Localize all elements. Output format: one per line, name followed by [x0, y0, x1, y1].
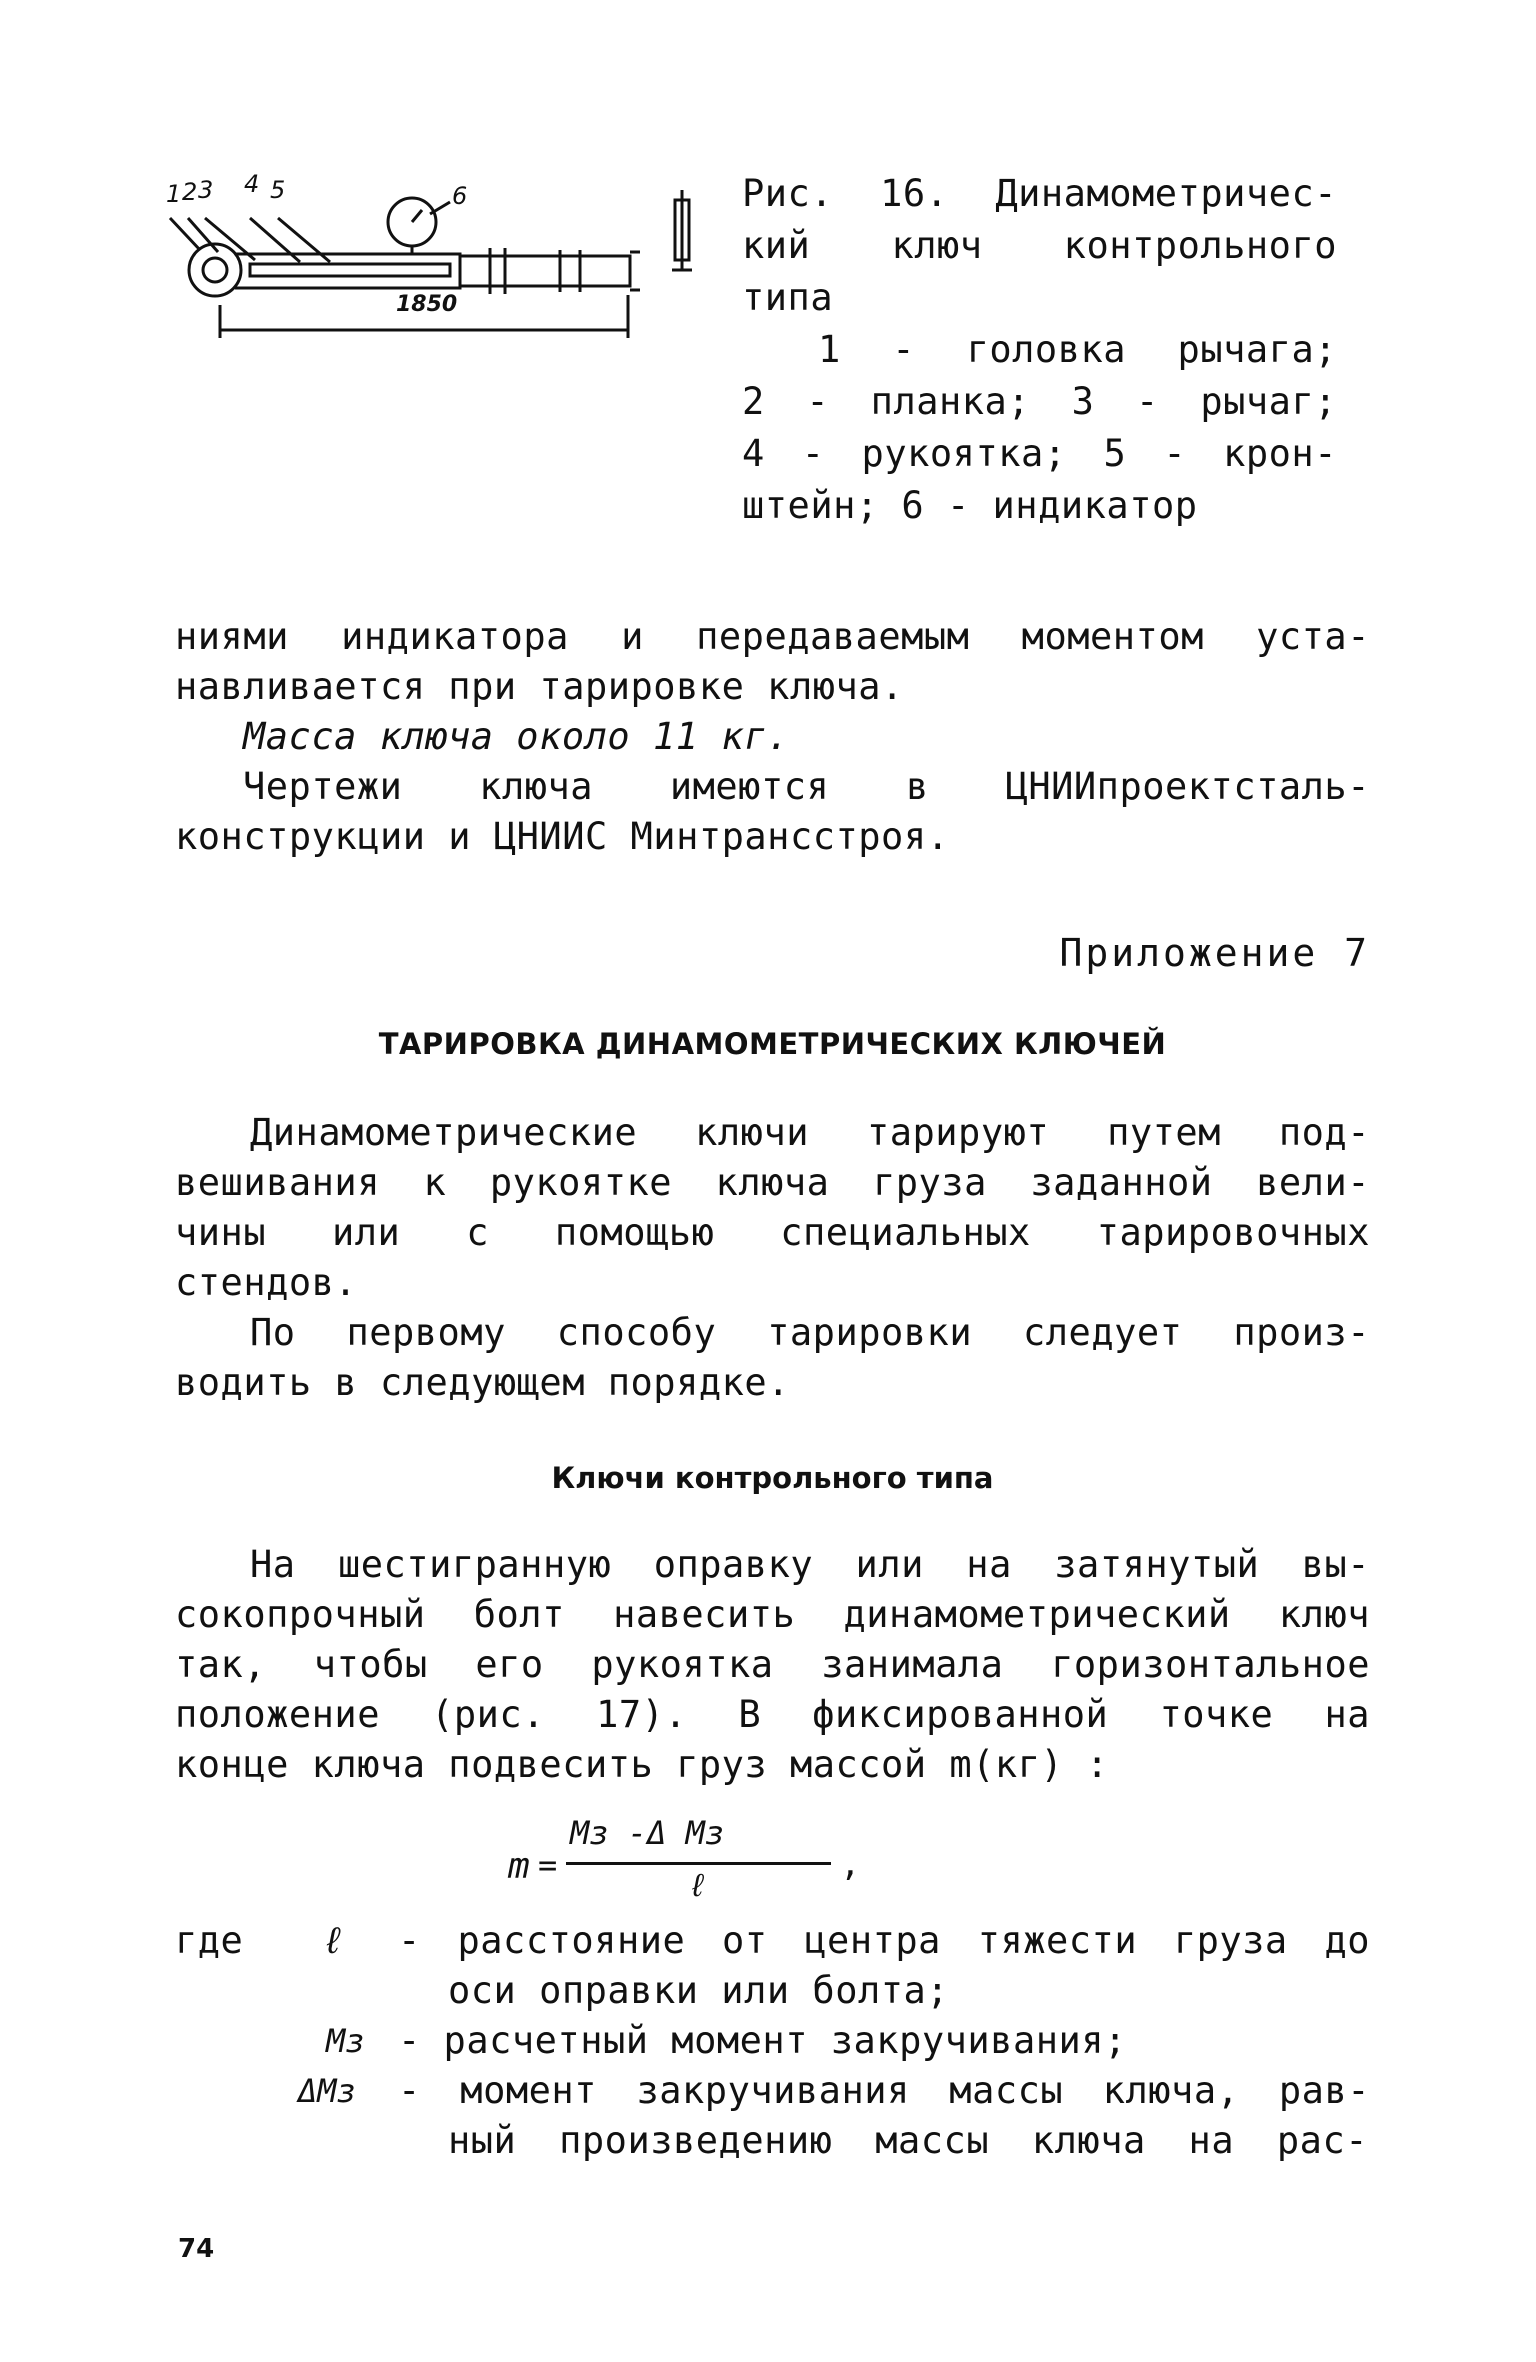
paragraph-line: Чертежи ключа имеются в ЦНИИпроектсталь-	[243, 765, 1370, 808]
paragraph-line: вешивания к рукоятке ключа груза заданной вели-	[175, 1161, 1370, 1204]
paragraph-line: конструкции и ЦНИИС Минтрансстроя.	[175, 815, 950, 858]
caption-line: 4 - рукоятка; 5 - крон-	[742, 432, 1337, 475]
paragraph-line: сокопрочный болт навесить динамометрический ключ	[175, 1593, 1370, 1636]
section-title: ТАРИРОВКА ДИНАМОМЕТРИЧЕСКИХ КЛЮЧЕЙ	[378, 1027, 1167, 1061]
figure-label-3: 3	[198, 176, 214, 204]
paragraph-line: конце ключа подвесить груз массой m(кг) :	[175, 1743, 1109, 1786]
paragraph-line: навливается при тарировке ключа.	[175, 665, 904, 708]
caption-line: кий ключ контрольного	[742, 224, 1337, 267]
appendix-label: Приложение 7	[1059, 931, 1370, 975]
definition-text: оси оправки или болта;	[448, 1969, 950, 2012]
caption-line: Рис. 16. Динамометричес-	[742, 172, 1337, 215]
page-number: 74	[178, 2234, 215, 2264]
caption-line: 1 - головка рычага;	[818, 328, 1337, 371]
formula-denominator: ℓ	[688, 1866, 708, 1904]
caption-line: типа	[742, 276, 834, 319]
definition-text: ный произведению массы ключа на рас-	[448, 2119, 1368, 2162]
definition-text: - расчетный момент закручивания;	[398, 2019, 1127, 2062]
formula-lhs: m	[508, 1846, 530, 1887]
wrench-figure	[160, 170, 700, 370]
formula-numerator: Mз -Δ Mз	[570, 1814, 725, 1852]
paragraph-line: положение (рис. 17). В фиксированной точке на	[175, 1693, 1370, 1736]
mass-line: Масса ключа около 11 кг.	[243, 715, 790, 758]
paragraph-line: ниями индикатора и передаваемым моментом уста-	[175, 615, 1370, 658]
formula-equals: =	[538, 1846, 558, 1884]
paragraph-line: водить в следующем порядке.	[175, 1361, 790, 1404]
figure-label-4: 4	[244, 170, 260, 198]
figure-label-6: 6	[452, 182, 468, 210]
caption-line: 2 - планка; 3 - рычаг;	[742, 380, 1337, 423]
figure-label-5: 5	[270, 176, 286, 204]
subsection-title: Ключи контрольного типа	[551, 1461, 994, 1495]
fraction-bar	[566, 1862, 831, 1865]
definition-symbol: Mз	[326, 2022, 365, 2060]
definition-symbol: ℓ	[322, 1919, 345, 1962]
definition-symbol: ΔMз	[298, 2072, 356, 2110]
paragraph-line: так, чтобы его рукоятка занимала горизонтальное	[175, 1643, 1370, 1686]
definition-text: - расстояние от центра тяжести груза до	[398, 1919, 1370, 1962]
figure-label-2: 2	[182, 178, 198, 206]
paragraph-line: На шестигранную оправку или на затянутый вы-	[250, 1543, 1370, 1586]
wrench-drawing	[160, 170, 700, 370]
paragraph-line: стендов.	[175, 1261, 358, 1304]
definition-text: - момент закручивания массы ключа, рав-	[398, 2069, 1370, 2112]
paragraph-line: чины или с помощью специальных тарировочных	[175, 1211, 1370, 1254]
paragraph-line: Динамометрические ключи тарируют путем под-	[250, 1111, 1370, 1154]
paragraph-line: По первому способу тарировки следует произ-	[250, 1311, 1370, 1354]
formula	[508, 1810, 888, 1920]
formula-tail: ,	[840, 1844, 861, 1884]
where-label: где	[175, 1919, 244, 1962]
caption-line: штейн; 6 - индикатор	[742, 484, 1198, 527]
figure-label-1: 1	[166, 180, 182, 208]
dimension-label: 1850	[396, 292, 458, 317]
